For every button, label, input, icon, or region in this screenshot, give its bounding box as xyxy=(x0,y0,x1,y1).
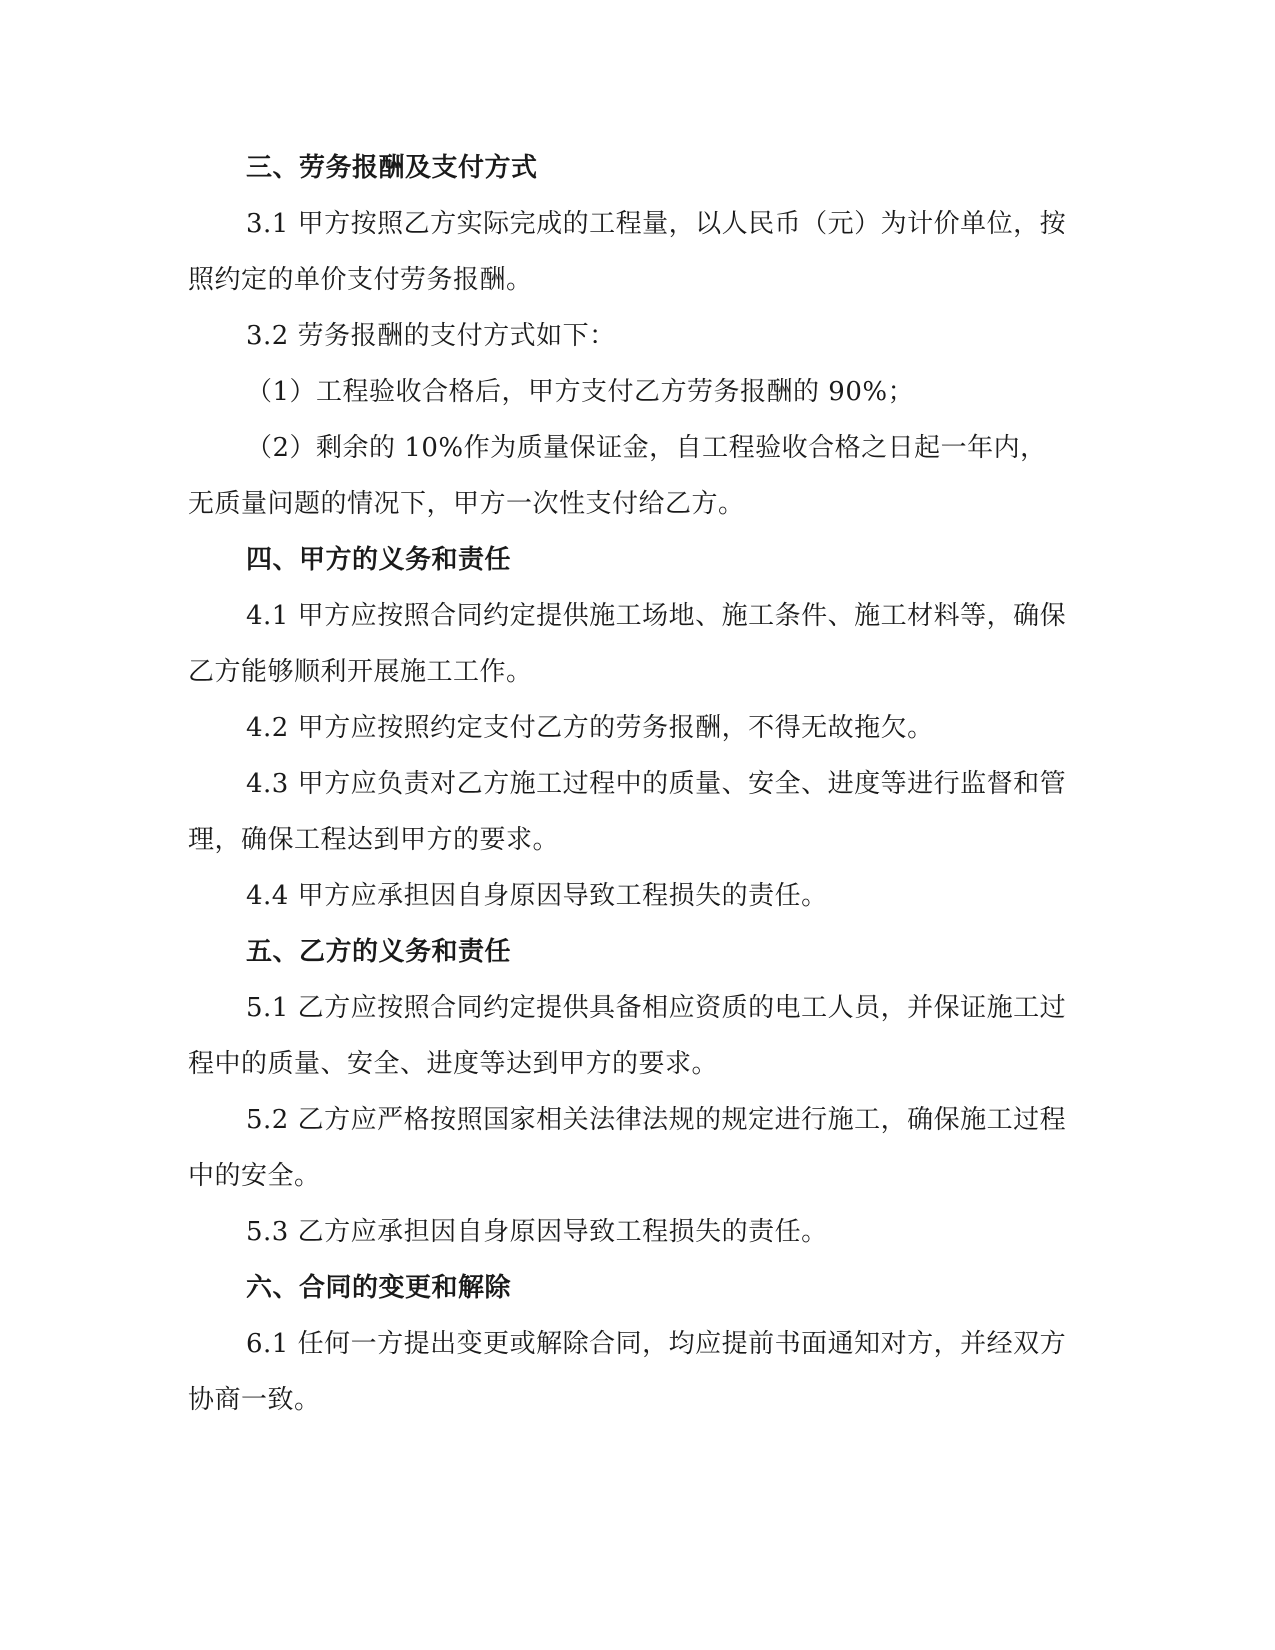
clause-5-2: 5.2 乙方应严格按照国家相关法律法规的规定进行施工，确保施工过程中的安全。 xyxy=(188,1105,1067,1191)
clause-5-1: 5.1 乙方应按照合同约定提供具备相应资质的电工人员，并保证施工过程中的质量、安全、进度等达到甲方的要求。 xyxy=(188,993,1067,1079)
clause-3-1: 3.1 甲方按照乙方实际完成的工程量，以人民币（元）为计价单位，按照约定的单价支付劳务报酬。 xyxy=(188,209,1067,295)
section-heading-5: 五、乙方的义务和责任 xyxy=(246,937,512,967)
clause-4-3: 4.3 甲方应负责对乙方施工过程中的质量、安全、进度等进行监督和管理，确保工程达到甲方的要求。 xyxy=(188,769,1067,855)
document-body xyxy=(188,140,1068,1428)
clause-3-2-item-2: （2）剩余的 10%作为质量保证金，自工程验收合格之日起一年内，无质量问题的情况下，甲方一次性支付给乙方。 xyxy=(188,433,1047,519)
clause-6-1: 6.1 任何一方提出变更或解除合同，均应提前书面通知对方，并经双方协商一致。 xyxy=(188,1329,1067,1415)
section-heading-4: 四、甲方的义务和责任 xyxy=(246,545,512,575)
clause-3-2-item-1: （1）工程验收合格后，甲方支付乙方劳务报酬的 90%； xyxy=(246,377,915,407)
clause-4-1: 4.1 甲方应按照合同约定提供施工场地、施工条件、施工材料等，确保乙方能够顺利开展施工工作。 xyxy=(188,601,1067,687)
clause-5-3: 5.3 乙方应承担因自身原因导致工程损失的责任。 xyxy=(246,1217,828,1247)
section-heading-3: 三、劳务报酬及支付方式 xyxy=(246,153,538,183)
clause-4-4: 4.4 甲方应承担因自身原因导致工程损失的责任。 xyxy=(246,881,828,911)
clause-4-2: 4.2 甲方应按照约定支付乙方的劳务报酬，不得无故拖欠。 xyxy=(246,713,934,743)
section-heading-6: 六、合同的变更和解除 xyxy=(246,1273,512,1303)
clause-3-2: 3.2 劳务报酬的支付方式如下： xyxy=(246,321,616,351)
